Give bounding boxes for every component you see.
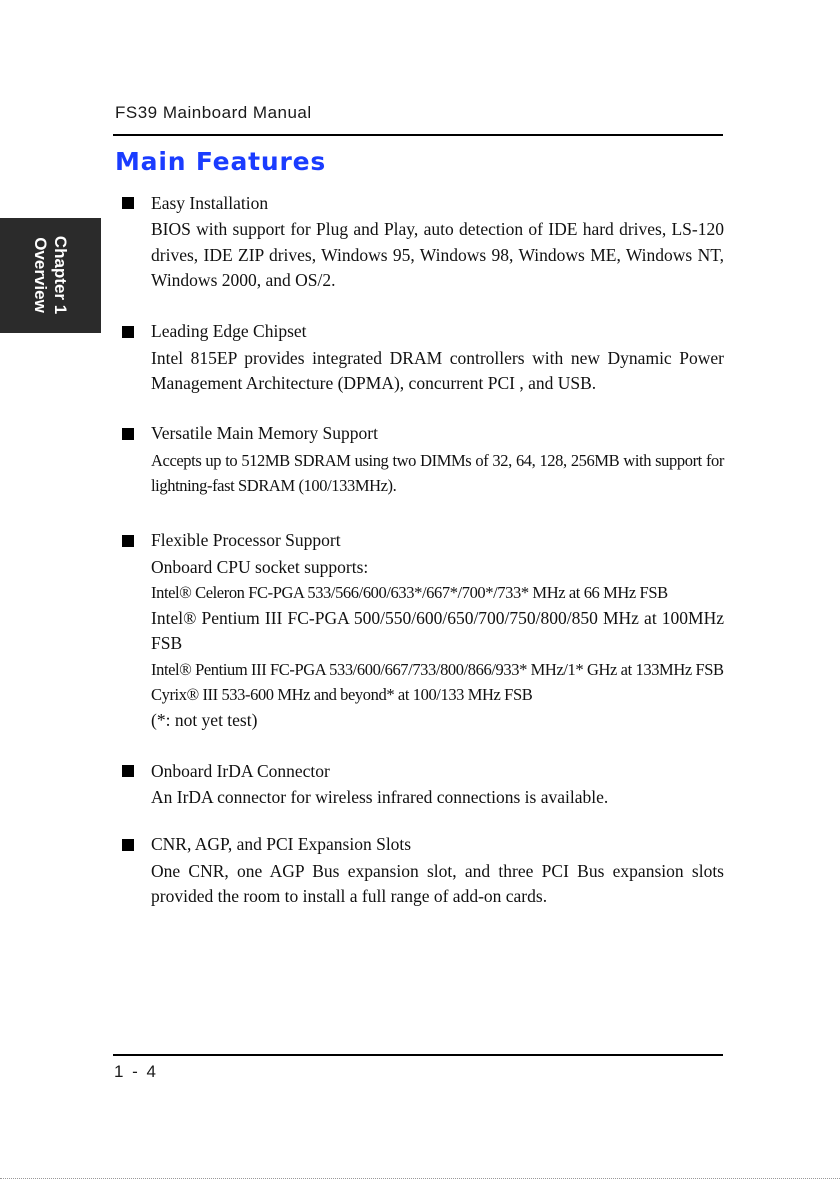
feature-text: Onboard CPU socket supports: [151,556,369,577]
feature-leading-edge-chipset [122,318,724,397]
page-number: 1 - 4 [114,1062,159,1081]
feature-heading [122,527,724,555]
feature-body [151,217,724,294]
feature-text: BIOS with support for Plug and Play, auto detection of IDE hard drives, LS-120 drives, IDE ZIP drives, Windows 95, Windows 98, Windows ME, Windows NT, Windows 2000, and OS/2. [151,219,724,290]
page-title: Main Features [115,147,327,176]
feature-text: Intel® Celeron FC-PGA 533/566/600/633*/667*/700*/733* MHz at 66 MHz FSB [151,583,668,602]
feature-text: Intel® Pentium III FC-PGA 533/600/667/733/800/866/933* MHz/1* GHz at 133MHz FSB [151,659,724,679]
manual-title: FS39 Mainboard Manual [115,103,312,122]
feature-heading-text: Versatile Main Memory Support [151,423,378,443]
footer-rule [113,1054,723,1056]
chapter-tab-label [30,236,70,314]
feature-heading-text: Leading Edge Chipset [151,321,307,341]
feature-text: One CNR, one AGP Bus expansion slot, and three PCI Bus expansion slots provided the room to install a full range of add-on cards. [151,860,724,906]
feature-body [151,448,724,499]
feature-text: Accepts up to 512MB SDRAM using two DIMMs of 32, 64, 128, 256MB with support for lightning-fast SDRAM (100/133MHz). [151,450,724,495]
square-bullet-icon [122,839,134,851]
feature-body [151,785,724,811]
feature-heading [122,757,724,785]
feature-heading-text: Easy Installation [151,192,269,213]
header-rule [113,134,723,136]
square-bullet-icon [122,535,134,547]
feature-main-memory-support [122,420,724,499]
features-list [122,189,724,910]
chapter-tab-line2: Overview [31,237,50,313]
feature-text: Intel® Pentium III FC-PGA 500/550/600/650/700/750/800/850 MHz at 100MHz FSB [151,607,724,653]
feature-body [151,859,724,910]
feature-text: An IrDA connector for wireless infrared connections is available. [151,787,609,807]
feature-easy-installation [122,189,724,294]
feature-text: Intel 815EP provides integrated DRAM controllers with new Dynamic Power Management Architecture (DPMA), concurrent PCI , and USB. [151,347,724,393]
feature-note: (*: not yet test) [151,709,258,730]
feature-heading [122,420,724,448]
feature-body [151,555,724,734]
feature-expansion-slots [122,831,724,910]
page-edge-divider [0,1178,840,1179]
feature-heading-text: Flexible Processor Support [151,530,341,550]
square-bullet-icon [122,326,134,338]
chapter-tab-line1: Chapter 1 [51,235,70,315]
feature-text: Cyrix® III 533-600 MHz and beyond* at 100/133 MHz FSB [151,685,533,704]
feature-heading-text: Onboard IrDA Connector [151,760,330,781]
feature-heading [122,318,724,346]
feature-heading-text: CNR, AGP, and PCI Expansion Slots [151,834,412,854]
feature-heading [122,831,724,859]
feature-irda-connector [122,757,724,811]
feature-heading [122,189,724,217]
square-bullet-icon [122,765,134,777]
feature-processor-support [122,527,724,734]
chapter-tab [0,218,101,333]
square-bullet-icon [122,428,134,440]
feature-body [151,346,724,397]
square-bullet-icon [122,197,134,209]
